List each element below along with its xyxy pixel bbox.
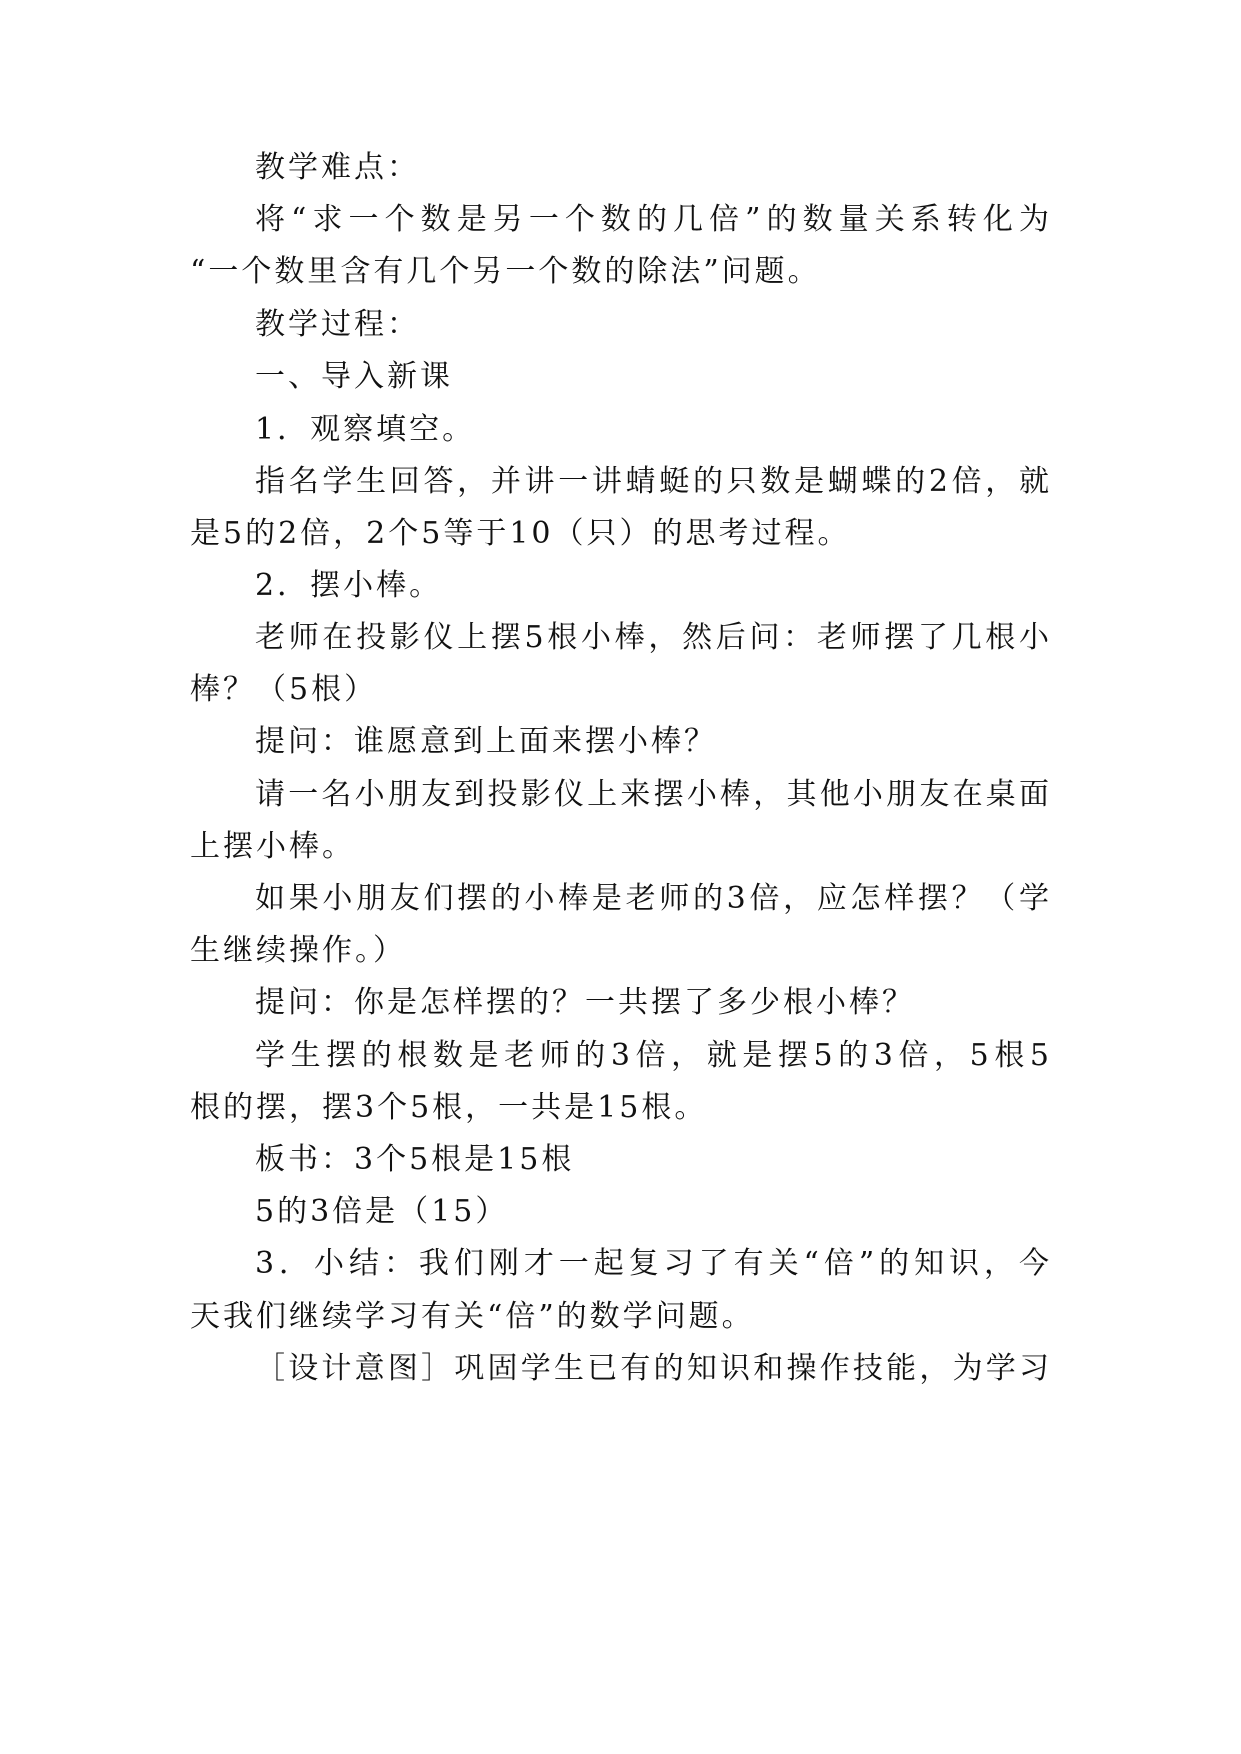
paragraph-line: 天我们继续学习有关“倍”的数学问题。 [190,1299,755,1334]
step-heading-sticks: 2．摆小棒。 [255,568,443,603]
paragraph-line: 棒？（5根） [190,672,378,707]
blackboard-note: 板书：3个5根是15根 [255,1142,575,1177]
step-heading-observe: 1．观察填空。 [255,412,476,447]
paragraph-line: 3．小结：我们刚才一起复习了有关“倍”的知识，今 [255,1246,1050,1281]
paragraph-line: 提问：你是怎样摆的？一共摆了多少根小棒？ [255,985,915,1020]
paragraph-line: 将“求一个数是另一个数的几倍”的数量关系转化为 [255,202,1050,237]
paragraph-line: 老师在投影仪上摆5根小棒，然后问：老师摆了几根小 [255,620,1050,655]
heading-teaching-difficulty: 教学难点： [255,150,420,185]
paragraph-line: 上摆小棒。 [190,829,355,864]
blackboard-note: 5的3倍是（15） [255,1194,509,1229]
paragraph-line: 学生摆的根数是老师的3倍，就是摆5的3倍，5根5 [255,1038,1050,1073]
paragraph-line: 请一名小朋友到投影仪上来摆小棒，其他小朋友在桌面 [255,777,1050,812]
paragraph-line: 提问：谁愿意到上面来摆小棒？ [255,724,717,759]
heading-teaching-process: 教学过程： [255,307,420,342]
section-heading-intro: 一、导入新课 [255,359,453,394]
paragraph-line: 是5的2倍，2个5等于10（只）的思考过程。 [190,516,851,551]
paragraph-line: 生继续操作。） [190,933,406,968]
paragraph-line: “一个数里含有几个另一个数的除法”问题。 [190,254,821,289]
paragraph-line: 如果小朋友们摆的小棒是老师的3倍，应怎样摆？（学 [255,881,1050,916]
paragraph-line: 指名学生回答，并讲一讲蜻蜓的只数是蝴蝶的2倍，就 [255,464,1050,499]
paragraph-line: 根的摆，摆3个5根，一共是15根。 [190,1090,708,1125]
paragraph-line: ［设计意图］巩固学生已有的知识和操作技能，为学习 [255,1351,1050,1386]
